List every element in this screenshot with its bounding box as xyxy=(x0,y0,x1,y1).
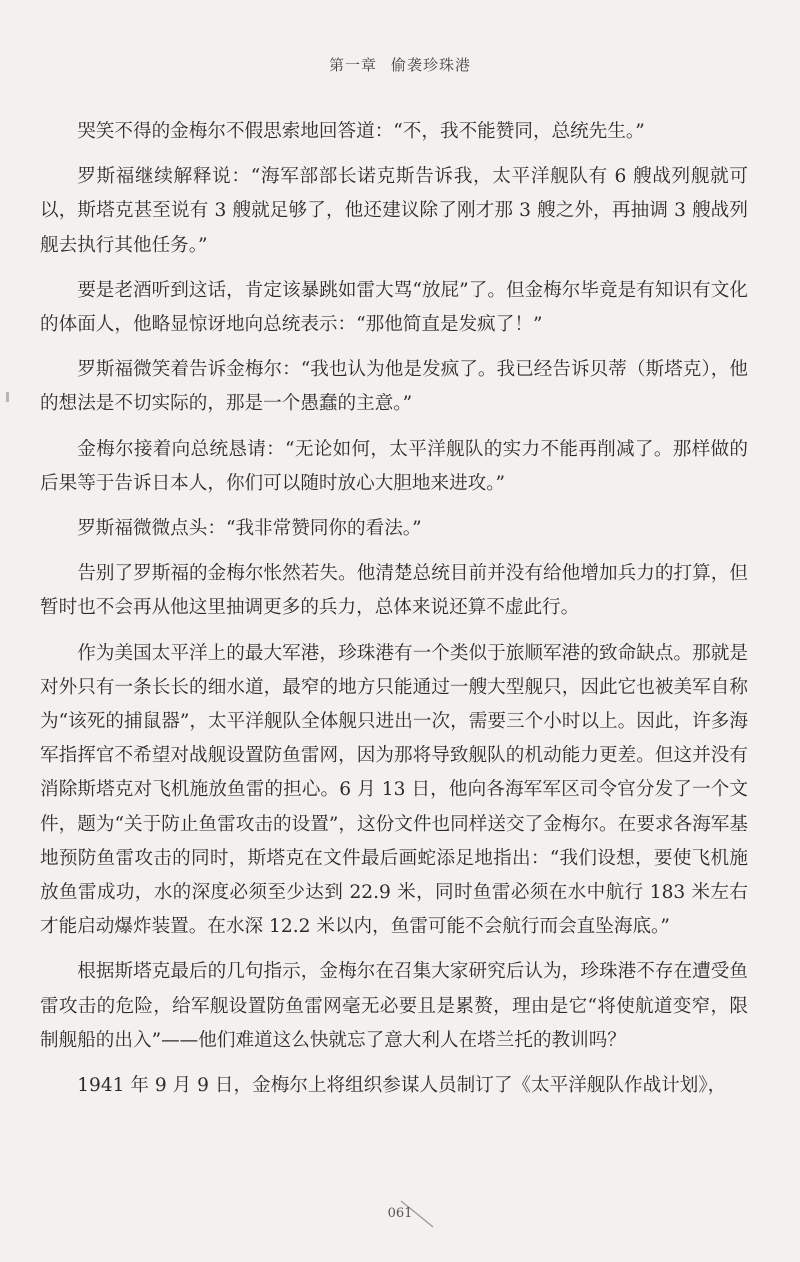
paragraph: 1941 年 9 月 9 日，金梅尔上将组织参谋人员制订了《太平洋舰队作战计划》， xyxy=(77,1075,727,1097)
paragraph: 作为美国太平洋上的最大军港，珍珠港有一个类似于旅顺军港的致命缺点。那就是对外只有一条长长的细水道，最窄的地方只能通过一艘大型舰只，因此它也被美军自称为“该死的捕鼠器”，太平洋舰队全体舰只进出一次，需要三个小时以上。因此，许多海军指挥官不希望对战舰设置防鱼雷网，因为那将导致舰队的机动能力更差。但这并没有消除斯塔克对飞机施放鱼雷的担心。6 月 13 日，他向各海军军区司令官分发了一个文件，题为“关于防止鱼雷攻击的设置”，这份文件也同样送交了金梅尔。在要求各海军基地预防鱼雷攻击的同时，斯塔克在文件最后画蛇添足地指出：“我们设想，要使飞机施放鱼雷成功，水的深度必须至少达到 22.9 米，同时鱼雷必须在水中航行 183 米左右才能启动爆炸装置。在水深 12.2 米以内，鱼雷可能不会航行而会直坠海底。” xyxy=(40,642,748,938)
paragraph: 哭笑不得的金梅尔不假思索地回答道：“不，我不能赞同，总统先生。” xyxy=(77,121,645,142)
body-text xyxy=(40,115,748,1114)
margin-mark xyxy=(6,392,9,402)
paragraph: 根据斯塔克最后的几句指示，金梅尔在召集大家研究后认为，珍珠港不存在遭受鱼雷攻击的危险，给军舰设置防鱼雷网毫无必要且是累赘，理由是它“将使航道变窄，限制舰船的出入”——他们难道这么快就忘了意大利人在塔兰托的教训吗？ xyxy=(40,961,748,1051)
paragraph: 要是老酒听到这话，肯定该暴跳如雷大骂“放屁”了。但金梅尔毕竟是有知识有文化的体面人，他略显惊讶地向总统表示：“那他简直是发疯了！” xyxy=(40,279,748,336)
paragraph: 罗斯福继续解释说：“海军部部长诺克斯告诉我，太平洋舰队有 6 艘战列舰就可以，斯塔克甚至说有 3 艘就足够了，他还建议除了刚才那 3 艘之外，再抽调 3 艘战列舰去执行其他任务。” xyxy=(40,166,748,256)
chapter-title: 偷袭珍珠港 xyxy=(391,56,472,74)
paragraph: 罗斯福微微点头：“我非常赞同你的看法。” xyxy=(77,518,422,540)
paragraph: 金梅尔接着向总统恳请：“无论如何，太平洋舰队的实力不能再削减了。那样做的后果等于告诉日本人，你们可以随时放心大胆地来进攻。” xyxy=(40,438,748,494)
chapter-label: 第一章 xyxy=(328,56,377,74)
paragraph: 告别了罗斯福的金梅尔怅然若失。他清楚总统目前并没有给他增加兵力的打算，但暂时也不会再从他这里抽调更多的兵力，总体来说还算不虚此行。 xyxy=(40,563,748,619)
page-number: 061 xyxy=(387,1206,413,1221)
running-header xyxy=(0,54,800,75)
paragraph: 罗斯福微笑着告诉金梅尔：“我也认为他是发疯了。我已经告诉贝蒂（斯塔克），他的想法是不切实际的，那是一个愚蠢的主意。” xyxy=(40,359,748,415)
